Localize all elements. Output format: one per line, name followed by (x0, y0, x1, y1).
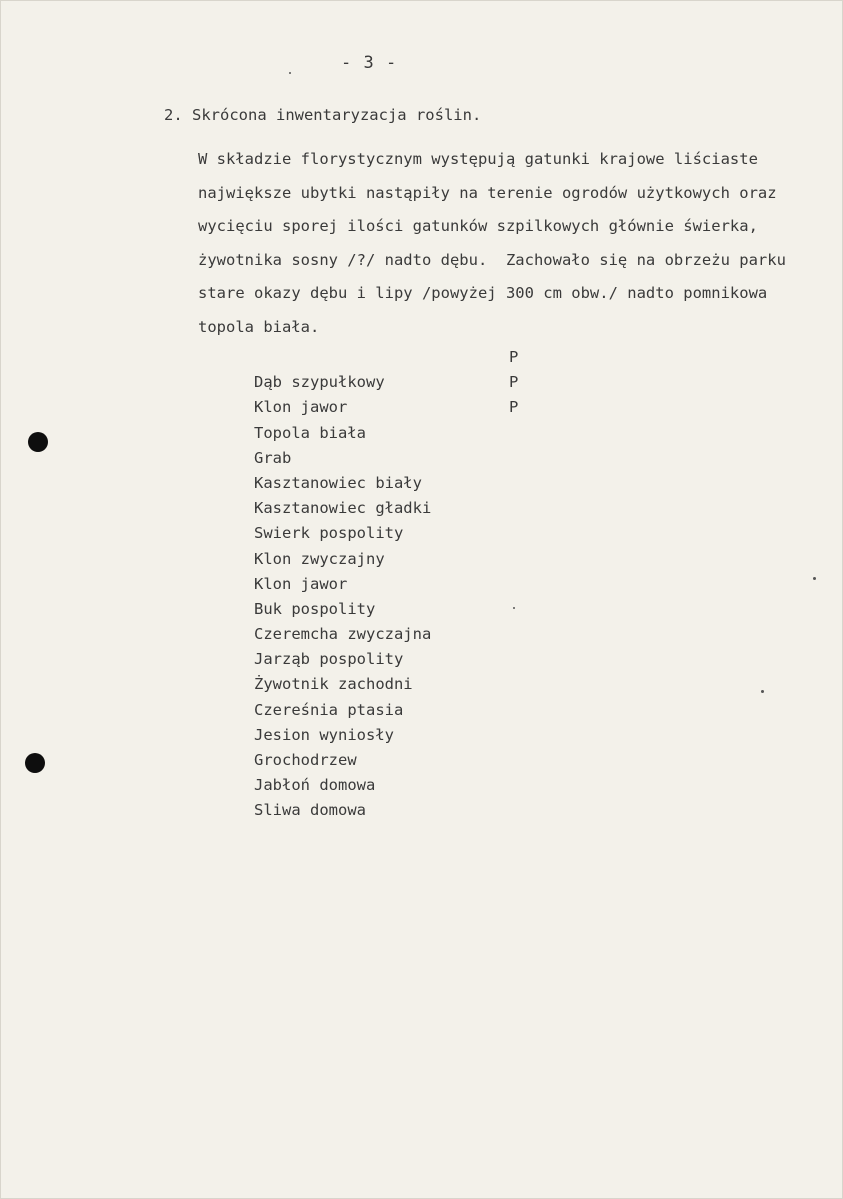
paper-speck (513, 607, 515, 609)
species-name: Klon jawor (254, 574, 348, 593)
species-name: Kasztanowiec biały (254, 473, 422, 492)
species-name: Grochodrzew (254, 751, 357, 770)
list-item (198, 647, 558, 694)
paragraph-line: stare okazy dębu i lipy /powyżej 300 cm obw./ nadto pomnikowa (198, 284, 768, 302)
list-item (198, 748, 558, 795)
species-name: Topola biała (254, 423, 366, 442)
list-item (198, 421, 558, 467)
paper-speck (289, 72, 291, 74)
list-item (198, 572, 558, 618)
punch-hole-top (28, 432, 48, 452)
list-item (198, 698, 558, 744)
species-name: Grab (254, 448, 292, 467)
species-mark: P (509, 398, 519, 417)
species-name: Jabłoń domowa (254, 776, 376, 795)
species-name: Swierk pospolity (254, 524, 404, 543)
list-item (198, 370, 558, 417)
page-number: - 3 - (341, 53, 398, 73)
species-name: Czereśnia ptasia (254, 700, 404, 719)
species-mark: P (509, 373, 519, 392)
paper-speck (761, 690, 764, 693)
species-name: Klon zwyczajny (254, 549, 385, 568)
list-item (198, 521, 558, 568)
list-item (198, 471, 558, 518)
species-name: Kasztanowiec gładki (254, 499, 432, 518)
paper-speck (813, 577, 816, 580)
list-item (198, 672, 558, 719)
list-item (198, 597, 558, 644)
punch-hole-bottom (25, 753, 45, 773)
species-name: Buk pospolity (254, 599, 376, 618)
species-name: Jesion wyniosły (254, 725, 394, 744)
list-item (198, 723, 558, 770)
species-name: Sliwa domowa (254, 801, 366, 820)
list-item (198, 345, 558, 392)
list-item (198, 547, 558, 593)
species-list (198, 345, 558, 820)
section-paragraph (198, 143, 838, 344)
list-item (198, 395, 558, 442)
paragraph-line: wycięciu sporej ilości gatunków szpilkowych głównie świerka, (198, 217, 758, 235)
paragraph-line: żywotnika sosny /?/ nadto dębu. Zachowało się na obrzeżu parku (198, 250, 786, 269)
section-heading: 2. Skrócona inwentaryzacja roślin. (164, 106, 482, 124)
species-name: Dąb szypułkowy (254, 373, 385, 392)
species-name: Jarząb pospolity (254, 650, 404, 669)
paragraph-line: największe ubytki nastąpiły na terenie ogrodów użytkowych oraz (198, 183, 777, 202)
paragraph-line: topola biała. (198, 317, 320, 336)
species-name: Żywotnik zachodni (254, 675, 413, 694)
species-name: Czeremcha zwyczajna (254, 625, 432, 644)
list-item (198, 496, 558, 543)
list-item (198, 446, 558, 492)
list-item (198, 622, 558, 669)
list-item (198, 773, 558, 820)
species-name: Klon jawor (254, 398, 348, 417)
species-mark: P (509, 348, 519, 366)
paragraph-line: W składzie florystycznym występują gatunki krajowe liściaste (198, 150, 758, 168)
